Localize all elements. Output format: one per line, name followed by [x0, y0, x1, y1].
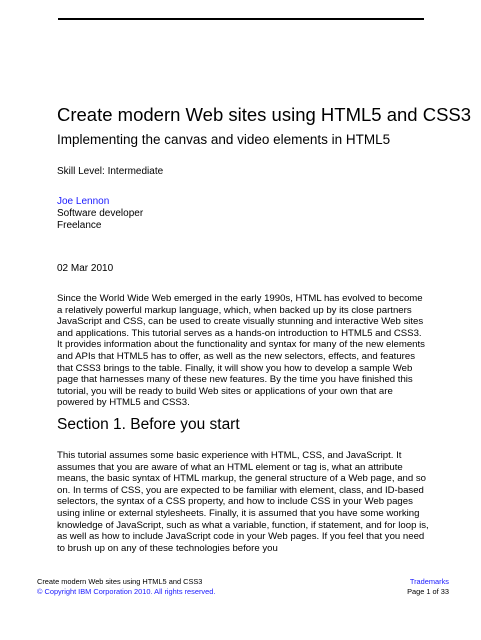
document-subtitle: Implementing the canvas and video elements in HTML5 — [57, 132, 391, 147]
author-role: Software developer — [57, 208, 144, 219]
skill-level: Skill Level: Intermediate — [57, 166, 164, 177]
author-block — [57, 196, 143, 232]
footer-page-number: Page 1 of 33 — [407, 587, 449, 596]
footer-copyright-link[interactable]: © Copyright IBM Corporation 2010. All rights reserved. — [37, 587, 216, 596]
top-rule — [58, 18, 424, 20]
publication-date: 02 Mar 2010 — [57, 263, 114, 274]
footer-left — [37, 577, 215, 597]
author-organization: Freelance — [57, 220, 102, 231]
footer-trademarks-link[interactable]: Trademarks — [409, 577, 449, 586]
footer-doc-title: Create modern Web sites using HTML5 and CSS3 — [37, 577, 203, 586]
section-body-paragraph: This tutorial assumes some basic experience with HTML, CSS, and JavaScript. It assumes that you are aware of what an HTML element or tag is, what an attribute means, the basic syntax of HTML markup, the general structure of a Web page, and so on. In terms of CSS, you are expected to be familiar with element, class, and ID-based selectors, the syntax of a CSS property, and how to include CSS in your Web pages using inline or external stylesheets. Finally, it is assumed that you have some working knowledge of JavaScript, such as what a variable, function, if statement, and for loop is, as well as how to include JavaScript code in your Web pages. If you feel that you need to brush up on any of these technologies before you — [57, 450, 429, 554]
abstract-paragraph: Since the World Wide Web emerged in the early 1990s, HTML has evolved to become a relatively powerful markup language, which, when backed up by its close partners JavaScript and CSS, can be used to create visually stunning and interactive Web sites and applications. This tutorial serves as a hands-on introduction to HTML5 and CSS3. It provides information about the functionality and syntax for many of the new elements and APIs that HTML5 has to offer, as well as the new selectors, effects, and features that CSS3 brings to the table. Finally, it will show you how to develop a sample Web page that harnesses many of these new features. By the time you have finished this tutorial, you will be ready to build Web sites or applications of your own that are powered by HTML5 and CSS3. — [57, 293, 425, 409]
footer-right — [407, 577, 449, 597]
section-heading: Section 1. Before you start — [57, 416, 240, 433]
author-name-link[interactable]: Joe Lennon — [57, 196, 110, 207]
document-title: Create modern Web sites using HTML5 and CSS3 — [57, 104, 472, 125]
